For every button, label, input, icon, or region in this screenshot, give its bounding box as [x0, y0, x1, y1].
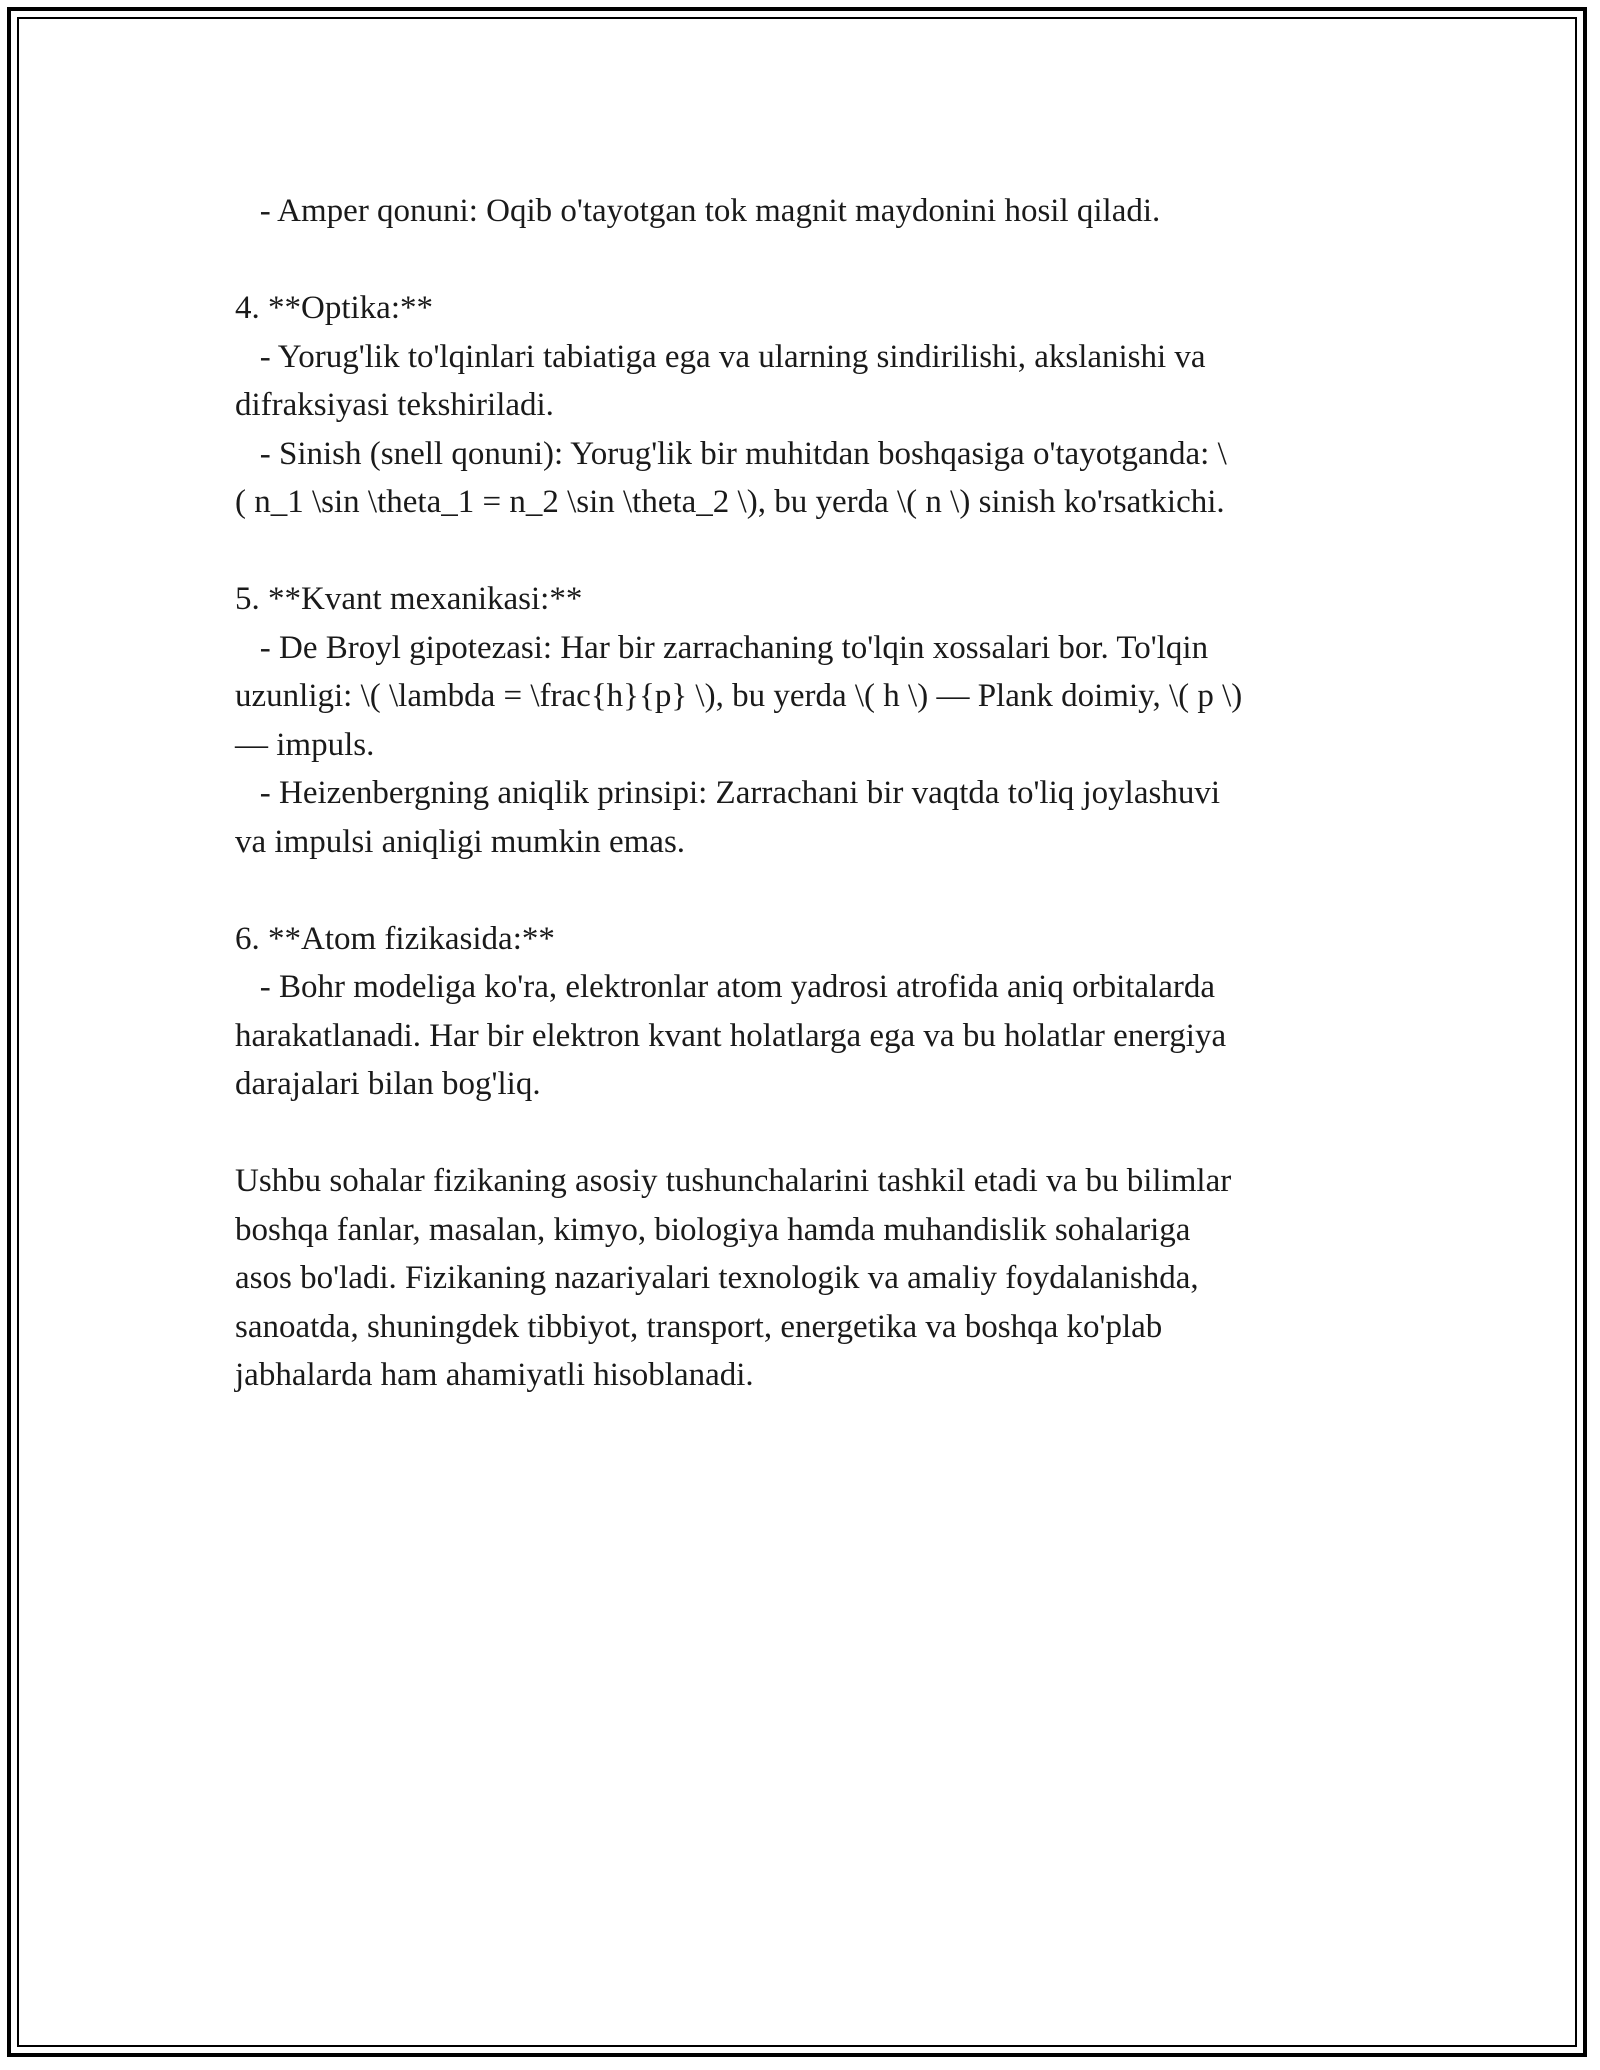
text-line: uzunligi: \( \lambda = \frac{h}{p} \), bu yerda \( h \) — Plank doimiy, \( p \) [235, 678, 1243, 714]
text-line: Ushbu sohalar fizikaning asosiy tushunchalarini tashkil etadi va bu bilimlar [235, 1163, 1232, 1199]
text-line: difraksiyasi tekshiriladi. [235, 387, 554, 423]
text-line: - Heizenbergning aniqlik prinsipi: Zarrachani bir vaqtda to'liq joylashuvi [235, 775, 1221, 811]
text-line: - De Broyl gipotezasi: Har bir zarrachaning to'lqin xossalari bor. To'lqin [235, 629, 1209, 666]
text-line: darajalari bilan bog'liq. [235, 1066, 541, 1102]
text-line: - Amper qonuni: Oqib o'tayotgan tok magnit maydonini hosil qiladi. [235, 193, 1161, 229]
blank-line [235, 1109, 1365, 1158]
section-heading: 6. **Atom fizikasida:** [235, 920, 555, 957]
document-body [235, 187, 1365, 1400]
blank-line [235, 236, 1365, 285]
text-line: boshqa fanlar, masalan, kimyo, biologiya hamda muhandislik sohalariga [235, 1211, 1191, 1248]
text-line: - Yorug'lik to'lqinlari tabiatiga ega va ularning sindirilishi, akslanishi va [235, 338, 1206, 375]
blank-line [235, 866, 1365, 915]
section-heading: 4. **Optika:** [235, 290, 433, 326]
text-line: harakatlanadi. Har bir elektron kvant holatlarga ega va bu holatlar energiya [235, 1017, 1227, 1054]
blank-line [235, 527, 1365, 576]
text-line: ( n_1 \sin \theta_1 = n_2 \sin \theta_2 \), bu yerda \( n \) sinish ko'rsatkichi. [235, 484, 1225, 520]
text-line: va impulsi aniqligi mumkin emas. [235, 823, 686, 860]
text-line: asos bo'ladi. Fizikaning nazariyalari texnologik va amaliy foydalanishda, [235, 1260, 1199, 1296]
text-line: - Sinish (snell qonuni): Yorug'lik bir muhitdan boshqasiga o'tayotganda: \ [235, 435, 1227, 472]
text-line: — impuls. [235, 726, 375, 763]
text-line: - Bohr modeliga ko'ra, elektronlar atom yadrosi atrofida aniq orbitalarda [235, 969, 1216, 1005]
text-line: jabhalarda ham ahamiyatli hisoblanadi. [235, 1357, 754, 1393]
section-heading: 5. **Kvant mexanikasi:** [235, 581, 583, 617]
text-line: sanoatda, shuningdek tibbiyot, transport, energetika va boshqa ko'plab [235, 1308, 1163, 1345]
